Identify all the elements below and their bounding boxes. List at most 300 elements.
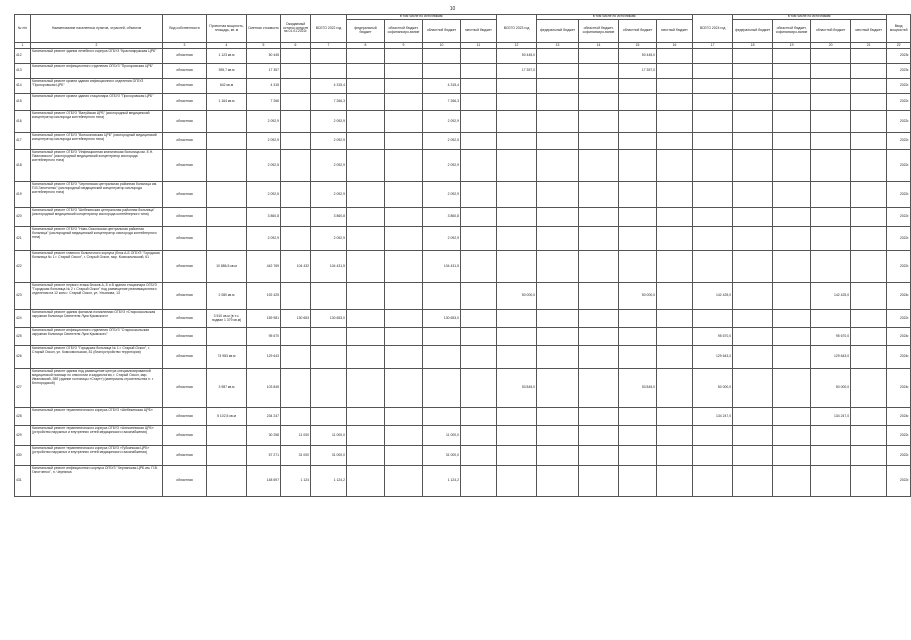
cell-f2024 — [733, 182, 773, 208]
cell-o2022 — [385, 133, 423, 150]
cell-name: Капитальный ремонт ОГБУЗ "Чернянская центральная районная больница им. П.В.Гапотченко" (кислородный медицинский концентратор кислорода контейнерного типа) — [31, 182, 163, 208]
cell-o2022 — [385, 466, 423, 497]
cell-t2022 — [311, 64, 347, 79]
column-number: 15 — [619, 43, 657, 49]
cell-o2023 — [579, 208, 619, 227]
table-row — [15, 111, 911, 133]
col-header-ownership: Вид собственности — [163, 15, 207, 43]
cell-year: 2022г. — [887, 94, 911, 111]
cell-o2022 — [385, 446, 423, 466]
table-row — [15, 227, 911, 251]
cell-t2024 — [693, 446, 733, 466]
cell-year: 2024г. — [887, 283, 911, 310]
cell-f2024 — [733, 426, 773, 446]
cell-o2022 — [385, 328, 423, 346]
cell-o2023 — [579, 466, 619, 497]
cell-capacity: 74 983 кв.м — [207, 346, 247, 369]
col-header-name: Наименование населенных пунктов, отраслей, объектов — [31, 15, 163, 43]
cell-f2022 — [347, 346, 385, 369]
cell-name: Капитальный ремонт здания под размещение центра специализированной медицинской помощи по онкологии и кардиологии, г. Старый Оскол, мкр. Ивановский, 38б (здание гостиницы «Старт») (материалы строительства п. г. Белгородской) — [31, 369, 163, 408]
cell-ownership: областная — [163, 79, 207, 94]
table-row — [15, 79, 911, 94]
table-row — [15, 208, 911, 227]
col-header-local-2024: местный бюджет — [851, 20, 887, 43]
cell-name: Капитальный ремонт инфекционного отделения ОГБУЗ "Прохоровская ЦРБ" — [31, 64, 163, 79]
cell-name: Капитальный ремонт здания филиала поликлиники ОГБУЗ «Старооскольская окружная больница Святителя Луки Крымского» — [31, 310, 163, 328]
table-row — [15, 446, 911, 466]
cell-ob2024: 95 670,0 — [811, 328, 851, 346]
cell-t2024 — [693, 251, 733, 283]
cell-f2024 — [733, 369, 773, 408]
cell-t2022 — [311, 328, 347, 346]
table-row — [15, 150, 911, 182]
cell-ob2024 — [811, 251, 851, 283]
cell-ob2023 — [619, 79, 657, 94]
cell-t2023 — [497, 79, 537, 94]
cell-no: 419 — [15, 182, 31, 208]
cell-name: Капитальный ремонт ОГБУЗ "Ново-Оскольская центральная районная больница" (кислородный медицинский концентратор кислорода контейнерного типа) — [31, 227, 163, 251]
cell-o2023 — [579, 64, 619, 79]
column-number: 20 — [811, 43, 851, 49]
cell-f2022 — [347, 466, 385, 497]
cell-capacity: 5 102,5 кв.м — [207, 408, 247, 426]
cell-o2024 — [773, 133, 811, 150]
column-number: 3 — [163, 43, 207, 49]
cell-m2022 — [461, 283, 497, 310]
cell-m2023 — [657, 251, 693, 283]
cell-m2022 — [461, 208, 497, 227]
cell-t2023 — [497, 346, 537, 369]
cell-m2022 — [461, 346, 497, 369]
cell-ob2022 — [423, 408, 461, 426]
cell-t2023 — [497, 208, 537, 227]
cell-ownership: областная — [163, 466, 207, 497]
cell-ownership: областная — [163, 111, 207, 133]
table-row — [15, 64, 911, 79]
cell-name: Капитальный ремонт первого этажа блоков А, Б и В здания стационара ОГБУЗ "Городская больница № 2 г. Старый Оскол" под размещение реанимационного отделения на 12 коек г. Старый Оскол, ул. Ульянова, 13 — [31, 283, 163, 310]
column-number: 14 — [579, 43, 619, 49]
cell-f2022 — [347, 79, 385, 94]
cell-year: 2022г. — [887, 310, 911, 328]
cell-o2024 — [773, 150, 811, 182]
cell-ob2024 — [811, 310, 851, 328]
cell-o2024 — [773, 283, 811, 310]
cell-o2023 — [579, 251, 619, 283]
cell-m2022 — [461, 49, 497, 64]
cell-ob2023 — [619, 251, 657, 283]
cell-ob2023 — [619, 346, 657, 369]
column-number: 2 — [31, 43, 163, 49]
cell-t2024 — [693, 466, 733, 497]
cell-ownership: областная — [163, 182, 207, 208]
cell-f2022 — [347, 283, 385, 310]
cell-f2023 — [537, 133, 579, 150]
cell-capacity — [207, 208, 247, 227]
cell-ob2023 — [619, 150, 657, 182]
cell-m2024 — [851, 426, 887, 446]
cell-capacity: 10 886,5 кв.м — [207, 251, 247, 283]
cell-remaining — [281, 79, 311, 94]
column-number: 7 — [311, 43, 347, 49]
cell-cost: 4 315 — [247, 79, 281, 94]
cell-ob2024: 129 643,0 — [811, 346, 851, 369]
cell-cost: 234 247 — [247, 408, 281, 426]
column-number: 6 — [281, 43, 311, 49]
cell-m2023 — [657, 466, 693, 497]
cell-o2022 — [385, 369, 423, 408]
cell-ob2023 — [619, 182, 657, 208]
cell-f2023 — [537, 283, 579, 310]
column-number: 22 — [887, 43, 911, 49]
cell-ob2022: 2 092,9 — [423, 227, 461, 251]
cell-capacity — [207, 227, 247, 251]
cell-f2023 — [537, 150, 579, 182]
cell-o2023 — [579, 408, 619, 426]
cell-f2024 — [733, 150, 773, 182]
cell-ob2024: 142 425,0 — [811, 283, 851, 310]
cell-m2022 — [461, 466, 497, 497]
cell-o2024 — [773, 369, 811, 408]
col-header-total-2022: ВСЕГО 2022 год — [311, 15, 347, 43]
cell-remaining — [281, 369, 311, 408]
cell-f2024 — [733, 49, 773, 64]
cell-remaining: 104 432 — [281, 251, 311, 283]
cell-ob2022: 130 653,0 — [423, 310, 461, 328]
cell-m2023 — [657, 64, 693, 79]
cell-ob2023: 53 845,0 — [619, 369, 657, 408]
cell-year: 2022г. — [887, 251, 911, 283]
cell-t2023 — [497, 227, 537, 251]
cell-capacity: 642 кв.м — [207, 79, 247, 94]
cell-remaining: 31 000 — [281, 446, 311, 466]
cell-year: 2024г. — [887, 408, 911, 426]
cell-t2023 — [497, 182, 537, 208]
cell-name: Капитальный ремонт ОГБУЗ "Волоконовская ЦРБ" (кислородный медицинский концентратор кислорода контейнерного типа) — [31, 133, 163, 150]
cell-o2022 — [385, 49, 423, 64]
cell-o2024 — [773, 310, 811, 328]
cell-m2022 — [461, 369, 497, 408]
cell-f2023 — [537, 94, 579, 111]
cell-o2023 — [579, 426, 619, 446]
cell-o2023 — [579, 446, 619, 466]
cell-m2023 — [657, 182, 693, 208]
cell-m2023 — [657, 208, 693, 227]
cell-o2023 — [579, 182, 619, 208]
cell-o2024 — [773, 346, 811, 369]
group-header-2022: в том числе по источникам: — [347, 15, 497, 20]
cell-ob2022: 4 315,4 — [423, 79, 461, 94]
cell-ob2023: 50 000,0 — [619, 283, 657, 310]
cell-t2022: 2 092,9 — [311, 150, 347, 182]
col-header-capacity: Проектная мощность, площадь, кв. м — [207, 15, 247, 43]
cell-m2024 — [851, 64, 887, 79]
cell-o2023 — [579, 310, 619, 328]
column-number: 12 — [497, 43, 537, 49]
cell-m2024 — [851, 251, 887, 283]
cell-f2022 — [347, 446, 385, 466]
cell-f2024 — [733, 466, 773, 497]
cell-m2024 — [851, 408, 887, 426]
cell-f2024 — [733, 133, 773, 150]
cell-ob2024 — [811, 426, 851, 446]
cell-cost: 2 092,9 — [247, 111, 281, 133]
cell-ob2022 — [423, 346, 461, 369]
group-header-2023: в том числе по источникам: — [537, 15, 693, 20]
column-number: 9 — [385, 43, 423, 49]
cell-t2023 — [497, 408, 537, 426]
cell-capacity — [207, 111, 247, 133]
cell-t2023 — [497, 150, 537, 182]
cell-ob2024 — [811, 466, 851, 497]
cell-m2023 — [657, 49, 693, 64]
cell-t2022: 130 653,0 — [311, 310, 347, 328]
cell-ownership: областная — [163, 64, 207, 79]
cell-no: 417 — [15, 133, 31, 150]
cell-m2024 — [851, 227, 887, 251]
col-header-year: Ввод мощностей — [887, 15, 911, 43]
cell-capacity — [207, 328, 247, 346]
cell-o2024 — [773, 111, 811, 133]
col-header-cost: Сметная стоимость — [247, 15, 281, 43]
col-header-federal-2023: федеральный бюджет — [537, 20, 579, 43]
cell-remaining — [281, 49, 311, 64]
cell-ob2022: 1 124,2 — [423, 466, 461, 497]
cell-o2023 — [579, 150, 619, 182]
cell-name: Капитальный ремонт кровли здания инфекционного отделения ОГБУЗ "Прохоровская ЦРБ" — [31, 79, 163, 94]
cell-m2022 — [461, 408, 497, 426]
cell-t2023 — [497, 426, 537, 446]
cell-f2022 — [347, 94, 385, 111]
cell-ob2022: 31 000,0 — [423, 446, 461, 466]
cell-ob2024 — [811, 111, 851, 133]
cell-cost: 2 092,5 — [247, 182, 281, 208]
cell-cost: 17 357 — [247, 64, 281, 79]
cell-t2024: 134 247,0 — [693, 408, 733, 426]
cell-t2022: 104 431,5 — [311, 251, 347, 283]
cell-m2023 — [657, 369, 693, 408]
cell-ownership: областная — [163, 328, 207, 346]
cell-cost: 129 643 — [247, 346, 281, 369]
cell-t2024: 50 000,0 — [693, 369, 733, 408]
cell-no: 428 — [15, 408, 31, 426]
cell-ob2022: 104 431,5 — [423, 251, 461, 283]
cell-ob2024: 134 247,0 — [811, 408, 851, 426]
cell-name: Капитальный ремонт терапевтического корпуса ОГБУЗ «Шебекинская ЦРБ» — [31, 408, 163, 426]
cell-name: Капитальный ремонт ОГБУЗ "Валуйская ЦРБ" (кислородный медицинский концентратор кислорода контейнерного типа) — [31, 111, 163, 133]
cell-t2024 — [693, 94, 733, 111]
cell-f2023 — [537, 227, 579, 251]
cell-remaining — [281, 111, 311, 133]
column-number: 17 — [693, 43, 733, 49]
cell-t2022 — [311, 283, 347, 310]
table-row — [15, 94, 911, 111]
cell-remaining — [281, 346, 311, 369]
column-number: 5 — [247, 43, 281, 49]
table-row — [15, 49, 911, 64]
cell-t2024 — [693, 79, 733, 94]
cell-ob2024 — [811, 49, 851, 64]
cell-cost: 148 697 — [247, 466, 281, 497]
cell-t2022: 2 092,9 — [311, 227, 347, 251]
cell-m2024 — [851, 94, 887, 111]
cell-m2022 — [461, 446, 497, 466]
cell-f2024 — [733, 227, 773, 251]
cell-o2023 — [579, 328, 619, 346]
table-row — [15, 182, 911, 208]
cell-o2023 — [579, 49, 619, 64]
cell-year: 2022г. — [887, 227, 911, 251]
cell-year: 2022г. — [887, 111, 911, 133]
cell-f2024 — [733, 346, 773, 369]
table-row — [15, 133, 911, 150]
cell-no: 430 — [15, 446, 31, 466]
cell-year: 2024г. — [887, 369, 911, 408]
cell-m2023 — [657, 133, 693, 150]
cell-m2024 — [851, 133, 887, 150]
cell-ob2024 — [811, 227, 851, 251]
cell-m2022 — [461, 227, 497, 251]
cell-f2024 — [733, 283, 773, 310]
cell-ob2023: 17 357,0 — [619, 64, 657, 79]
cell-o2024 — [773, 251, 811, 283]
cell-ob2022: 7 266,3 — [423, 94, 461, 111]
cell-f2023 — [537, 426, 579, 446]
cell-f2023 — [537, 310, 579, 328]
cell-t2023 — [497, 94, 537, 111]
col-header-total-2024: ВСЕГО 2024 год — [693, 15, 733, 43]
cell-m2022 — [461, 150, 497, 182]
cell-remaining: 130 653 — [281, 310, 311, 328]
cell-f2023 — [537, 49, 579, 64]
cell-t2024 — [693, 133, 733, 150]
cell-o2024 — [773, 466, 811, 497]
cell-f2023 — [537, 466, 579, 497]
col-header-regional-2022: областной бюджет — [423, 20, 461, 43]
cell-o2023 — [579, 369, 619, 408]
cell-m2023 — [657, 111, 693, 133]
group-header-2024: в том числе по источникам: — [733, 15, 887, 20]
cell-capacity — [207, 182, 247, 208]
cell-ob2024 — [811, 208, 851, 227]
cell-f2022 — [347, 133, 385, 150]
cell-t2022: 31 000,0 — [311, 446, 347, 466]
cell-year: 2022г. — [887, 466, 911, 497]
cell-o2023 — [579, 283, 619, 310]
cell-capacity — [207, 133, 247, 150]
cell-remaining: 11 000 — [281, 426, 311, 446]
cell-f2023 — [537, 182, 579, 208]
cell-year: 2022г. — [887, 208, 911, 227]
cell-capacity — [207, 446, 247, 466]
cell-ob2024 — [811, 133, 851, 150]
cell-cost: 30 258 — [247, 426, 281, 446]
cell-m2023 — [657, 446, 693, 466]
cell-t2022 — [311, 369, 347, 408]
cell-m2023 — [657, 408, 693, 426]
cell-name: Капитальный ремонт здания лечебного корпуса ОГБУЗ "Краснояружская ЦРБ" — [31, 49, 163, 64]
col-header-local-2022: местный бюджет — [461, 20, 497, 43]
cell-o2022 — [385, 79, 423, 94]
cell-f2022 — [347, 227, 385, 251]
cell-t2023: 53 845,0 — [497, 369, 537, 408]
cell-m2024 — [851, 369, 887, 408]
cell-remaining — [281, 182, 311, 208]
column-number: 8 — [347, 43, 385, 49]
cell-no: 423 — [15, 283, 31, 310]
cell-t2022: 7 266,3 — [311, 94, 347, 111]
cell-o2022 — [385, 346, 423, 369]
cell-o2024 — [773, 182, 811, 208]
cell-m2024 — [851, 466, 887, 497]
column-number: 10 — [423, 43, 461, 49]
cell-ob2022 — [423, 328, 461, 346]
page-number: 10 — [449, 6, 456, 12]
cell-m2022 — [461, 133, 497, 150]
cell-f2023 — [537, 328, 579, 346]
cell-t2023 — [497, 251, 537, 283]
cell-m2024 — [851, 79, 887, 94]
cell-cost: 103 845 — [247, 369, 281, 408]
cell-name: Капитальный ремонт ОГБУЗ "Шебекинская центральная районная больница" (кислородный медицинский концентратор кислорода контейнерного типа) — [31, 208, 163, 227]
cell-f2023 — [537, 111, 579, 133]
cell-no: 429 — [15, 426, 31, 446]
cell-ownership: областная — [163, 346, 207, 369]
cell-ownership: областная — [163, 426, 207, 446]
cell-f2023 — [537, 408, 579, 426]
cell-name: Капитальный ремонт терапевтического корпуса ОГБУЗ «Алексеевская ЦРБ» (устройство наружных и внутренних сетей медицинского газоснабжения) — [31, 426, 163, 446]
cell-m2023 — [657, 150, 693, 182]
cell-ob2023 — [619, 208, 657, 227]
cell-capacity: 3 987 кв.м — [207, 369, 247, 408]
cell-t2023: 50 445,0 — [497, 49, 537, 64]
cell-ob2024 — [811, 64, 851, 79]
cell-f2022 — [347, 328, 385, 346]
cell-year: 2022г. — [887, 150, 911, 182]
cell-t2024 — [693, 150, 733, 182]
cell-m2024 — [851, 208, 887, 227]
cell-ob2022: 2 092,9 — [423, 150, 461, 182]
col-header-cofin-2024: областной бюджет, софинансиро-вание — [773, 20, 811, 43]
cell-f2022 — [347, 426, 385, 446]
cell-t2022 — [311, 408, 347, 426]
cell-t2024: 142 425,0 — [693, 283, 733, 310]
col-header-regional-2024: областной бюджет — [811, 20, 851, 43]
cell-remaining — [281, 133, 311, 150]
cell-t2022: 3 860,8 — [311, 208, 347, 227]
cell-o2024 — [773, 426, 811, 446]
cell-capacity: 1 123 кв.м — [207, 49, 247, 64]
cell-cost: 2 092,5 — [247, 150, 281, 182]
cell-name: Капитальный ремонт инфекционного корпуса ОГБУЗ "Чернянская ЦРБ им. П.В. Гапотченко", п. Чернянка — [31, 466, 163, 497]
cell-no: 414 — [15, 79, 31, 94]
cell-f2024 — [733, 64, 773, 79]
cell-year: 2022г. — [887, 182, 911, 208]
cell-ob2023 — [619, 446, 657, 466]
cell-no: 421 — [15, 227, 31, 251]
cell-f2023 — [537, 64, 579, 79]
cell-capacity — [207, 466, 247, 497]
cell-m2023 — [657, 346, 693, 369]
column-number: 1 — [15, 43, 31, 49]
cell-m2023 — [657, 328, 693, 346]
cell-f2023 — [537, 346, 579, 369]
cell-cost: 50 445 — [247, 49, 281, 64]
cell-t2024 — [693, 111, 733, 133]
cell-ownership: областная — [163, 446, 207, 466]
cell-m2023 — [657, 227, 693, 251]
cell-year: 2022г. — [887, 133, 911, 150]
cell-f2022 — [347, 310, 385, 328]
